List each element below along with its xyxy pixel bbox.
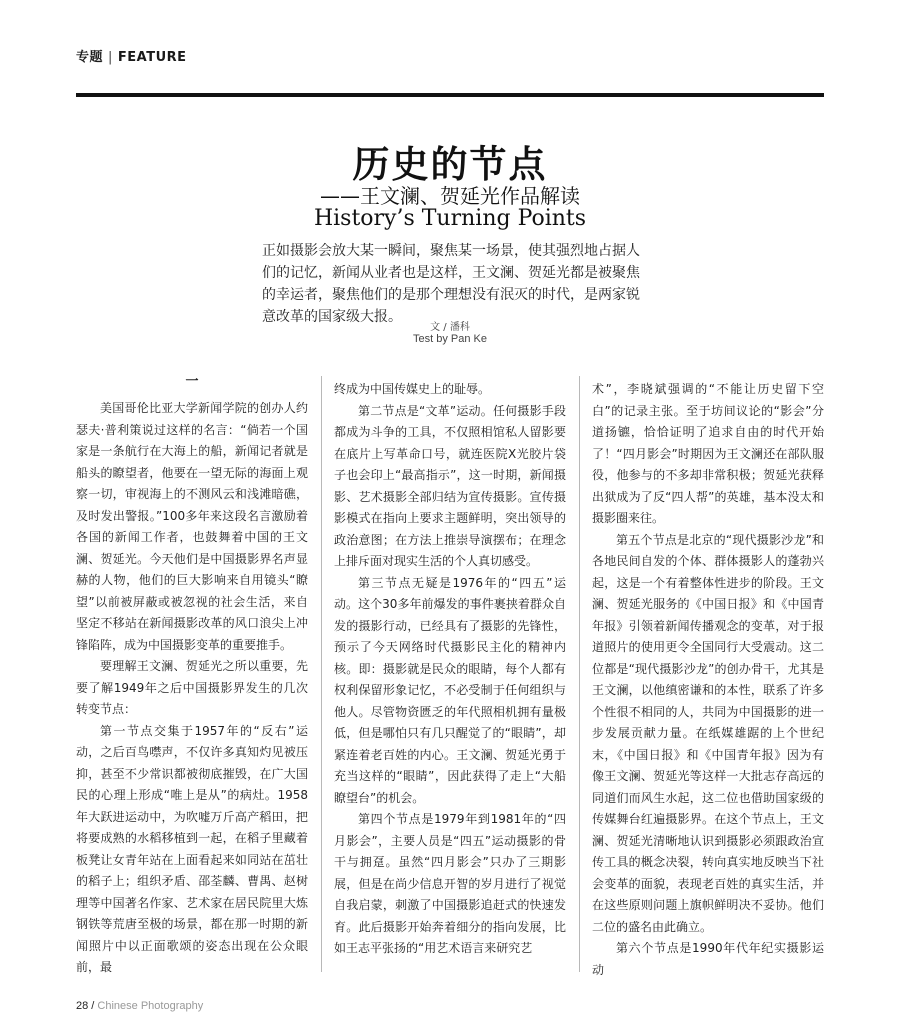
byline-english: Test by Pan Ke [413,333,487,345]
column-divider [321,376,322,972]
paragraph: 第四个节点是1979年到1981年的“四月影会”，主要人员是“四五”运动摄影的骨干与拥趸。虽然“四月影会”只办了三期影展，但是在尚少信息开智的岁月进行了视觉自我启蒙，刺激了中国摄影追赶式的快速发育。此后摄影开始奔着细分的指向发展，比如王志平张扬的“用艺术语言来研究艺 [334,812,566,955]
article-subtitle: ——王文澜、贺延光作品解读 [320,184,580,208]
paragraph: 终成为中国传媒史上的耻辱。 [334,382,491,396]
text-column-3 [592,379,824,981]
paragraph: 美国哥伦比亚大学新闻学院的创办人约瑟夫·普利策说过这样的名言：“倘若一个国家是一条航行在大海上的船，新闻记者就是船头的瞭望者，他要在一望无际的海面上观察一切，审视海上的不测风云和浅滩暗礁，及时发出警报。”100多年来这段名言激励着各国的新闻工作者，也鼓舞着中国的王文澜、贺延光。今天他们是中国摄影界名声显赫的人物，他们的巨大影响来自用镜头“瞭望”以前被屏蔽或被忽视的社会生活，来自坚定不移站在新闻摄影改革的风口浪尖上冲锋陷阵，成为中国摄影变革的重要推手。 [76,401,308,652]
section-header [76,46,187,65]
article-title: 历史的节点 [352,142,548,186]
page-number: 28 / [76,1000,95,1012]
section-separator: | [108,50,113,65]
lead-paragraph: 正如摄影会放大某一瞬间，聚焦某一场景，使其强烈地占据人们的记忆，新闻从业者也是这样，王文澜、贺延光都是被聚焦的幸运者，聚焦他们的是那个理想没有泯灭的时代，是两家锐意改革的国家级大报。 [262,243,640,325]
paragraph: 第二节点是“文革”运动。任何摄影手段都成为斗争的工具，不仅照相馆私人留影要在底片上写革命口号，就连医院X光胶片袋子也会印上“最高指示”，这一时期，新闻摄影、艺术摄影全部归结为宣传摄影。宣传摄影模式在指向上要求主题鲜明，突出领导的政治意图；在方法上推崇导演摆布；在理念上排斥面对现实生活的个人真切感受。 [334,403,566,568]
publication-name: Chinese Photography [97,1000,204,1012]
paragraph: 第六个节点是1990年代年纪实摄影运动 [592,941,824,977]
top-rule [76,93,824,97]
paragraph: 第五个节点是北京的“现代摄影沙龙”和各地民间自发的个体、群体摄影人的蓬勃兴起，这是一个有着整体性进步的阶段。王文澜、贺延光服务的《中国日报》和《中国青年报》引领着新闻传播观念的变革，对于报道照片的使用更令全国同行大受震动。这二位都是“现代摄影沙龙”的创办骨干，尤其是王文澜，以他缜密谦和的本性，联系了许多个性很不相同的人，共同为中国摄影的进一步发展贡献力量。在纸媒雄踞的上个世纪末，《中国日报》和《中国青年报》因为有像王文澜、贺延光等这样一大批志存高远的同道们而风生水起，这二位也借助国家级的传媒舞台红遍摄影界。在这个节点上，王文澜、贺延光清晰地认识到摄影必须跟政治宣传工具的概念决裂，转向真实地反映当下社会变革的面貌，表现老百姓的真实生活，并在这些原则问题上旗帜鲜明决不妥协。他们二位的盛名由此确立。 [592,532,824,934]
article-title-english: History’s Turning Points [313,206,587,231]
text-column-1 [76,374,308,979]
paragraph: 第三节点无疑是1976年的“四五”运动。这个30多年前爆发的事件裹挟着群众自发的摄影行动，已经具有了摄影的先锋性，预示了今天网络时代摄影民主化的精神内核。即：摄影就是民众的眼睛，每个人都有权利保留形象记忆，不必受制于任何组织与他人。尽管物资匮乏的年代照相机拥有量极低，但是哪怕只有几只醒觉了的“眼睛”，却紧连着老百姓的内心。王文澜、贺延光勇于充当这样的“眼睛”，因此获得了走上“大船瞭望台”的机会。 [334,575,566,805]
section-label-en: FEATURE [117,50,187,65]
byline-chinese: 文 / 潘科 [430,322,470,333]
section-number-mark: 一 [185,374,199,389]
column-divider [579,376,580,972]
section-label-zh: 专题 [76,50,104,65]
paragraph: 术”，李晓斌强调的“不能让历史留下空白”的记录主张。至于坊间议论的“影会”分道扬镳，恰恰证明了追求自由的时代开始了！“四月影会”时期因为王文澜还在部队服役，他参与的不多却非常积极；贺延光获释出狱成为了反“四人帮”的英雄，基本没太和摄影圈来往。 [592,382,824,525]
text-column-2 [334,379,566,960]
paragraph: 要理解王文澜、贺延光之所以重要，先要了解1949年之后中国摄影界发生的几次转变节点： [76,659,308,716]
paragraph: 第一节点交集于1957年的“反右”运动，之后百鸟噤声，不仅许多真知灼见被压抑，甚至不少常识都被彻底摧毁，在广大国民的心理上形成“唯上是从”的病灶。1958年大跃进运动中，为吹嘘万斤高产稻田，把将要成熟的水稻移植到一起，在稻子里藏着板凳让女青年站在上面看起来如同站在茁壮的稻子上；组织矛盾、邵荃麟、曹禺、赵树理等中国著名作家、艺术家在居民院里大炼钢铁等荒唐至极的场景，都在那一时期的新闻照片中以正面歌颂的姿态出现在公众眼前，最 [76,723,308,974]
page-footer [76,1000,203,1012]
